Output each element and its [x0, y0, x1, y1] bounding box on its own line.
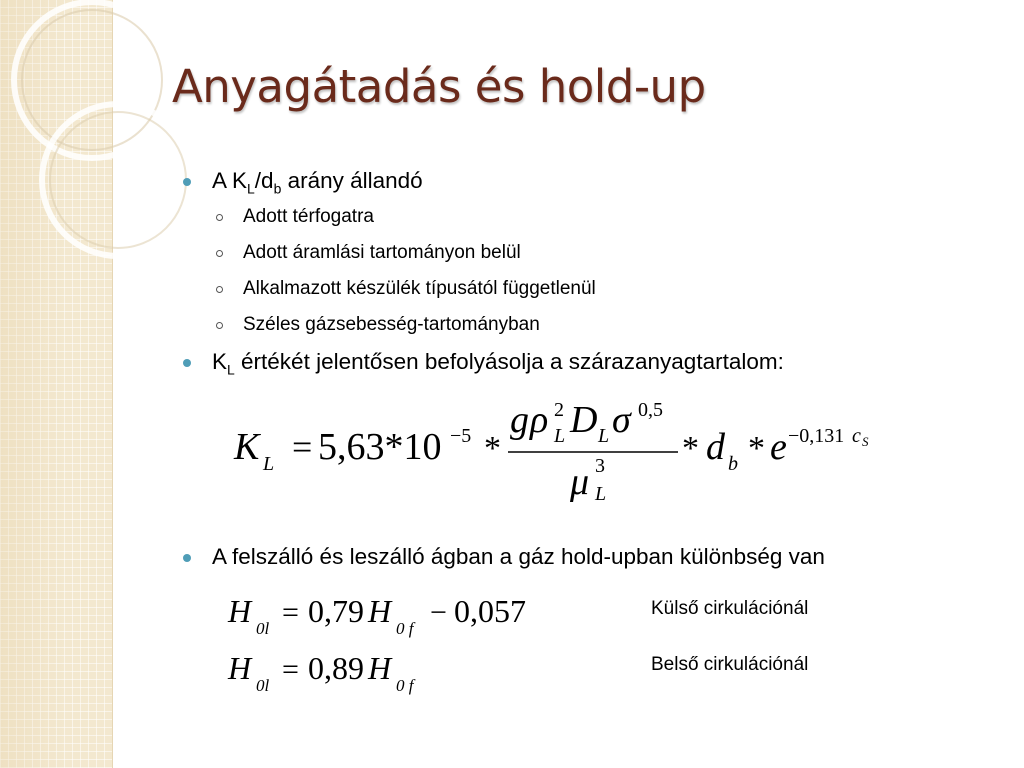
formula-coefficient: 0,79 [308, 593, 364, 629]
subscript-text: L [247, 180, 255, 197]
formula-symbol: e [770, 426, 787, 468]
formula-label-external: Külső cirkulációnál [651, 598, 809, 619]
formula-symbol: g [510, 399, 529, 441]
bullet-kl-ratio [212, 168, 423, 197]
bullet-ring-icon [216, 286, 223, 293]
formula-operator: * [748, 430, 765, 467]
formula-operator: = [292, 427, 313, 467]
formula-operator: − [430, 596, 447, 629]
formula-symbol: H [368, 650, 392, 686]
formula-superscript: 2 [554, 399, 564, 421]
formula-symbol: K [234, 426, 260, 468]
formula-operator: = [282, 596, 299, 629]
subscript-text: b [273, 180, 282, 197]
formula-coefficient: 0,89 [308, 650, 364, 686]
formula-subscript: 0 f [396, 619, 414, 638]
bullet-text-part: arány állandó [281, 168, 423, 193]
formula-exponent: −0,131 [788, 425, 845, 447]
sub-item-4 [243, 314, 540, 336]
decorative-circles [0, 0, 250, 260]
formula-operator: = [282, 653, 299, 686]
formula-symbol: μ [570, 461, 590, 503]
holdup-formula-external [224, 588, 544, 642]
slide-title: Anyagátadás és hold-up [172, 60, 706, 113]
sub-item-label: Adott áramlási tartományon belül [243, 242, 521, 263]
formula-operator: * [484, 430, 501, 467]
formula-symbol: D [570, 399, 598, 441]
formula-symbol: H [228, 650, 252, 686]
formula-subscript: L [595, 483, 607, 505]
bullet-ring-icon [216, 214, 223, 221]
formula-label-internal: Belső cirkulációnál [651, 654, 809, 675]
sub-item-1 [243, 206, 374, 228]
formula-symbol: H [368, 593, 392, 629]
formula-subscript: 0l [256, 619, 270, 638]
formula-subscript: L [554, 425, 566, 447]
formula-symbol: H [228, 593, 252, 629]
formula-subscript: 0 f [396, 676, 414, 695]
formula-subscript: L [263, 453, 275, 475]
sub-item-label: Adott térfogatra [243, 206, 374, 227]
formula-subscript: S [862, 434, 869, 449]
bullet-text-part: A K [212, 168, 248, 193]
bullet-text-part: K [212, 349, 228, 374]
kl-formula [226, 392, 886, 512]
subscript-text: L [227, 361, 235, 378]
formula-subscript: b [728, 453, 738, 475]
bullet-dot-icon [183, 178, 191, 186]
formula-exponent: 0,5 [638, 399, 663, 421]
formula-symbol: d [706, 426, 725, 468]
bullet-ring-icon [216, 322, 223, 329]
holdup-formula-internal [224, 645, 444, 699]
formula-superscript: 3 [595, 455, 605, 477]
bullet-text-part: értékét jelentősen befolyásolja a szárazanyagtartalom: [234, 349, 784, 374]
bullet-dot-icon [183, 554, 191, 562]
formula-operator: * [682, 430, 699, 467]
formula-subscript: 0l [256, 676, 270, 695]
bullet-holdup [212, 544, 825, 570]
formula-coefficient: 5,63*10 [318, 426, 442, 468]
bullet-ring-icon [216, 250, 223, 257]
sub-item-label: Széles gázsebesség-tartományban [243, 314, 540, 335]
bullet-dot-icon [183, 359, 191, 367]
bullet-text-part: A felszálló és leszálló ágban a gáz hold-upban különbség van [212, 544, 825, 569]
formula-exponent: −5 [450, 425, 472, 447]
sub-item-label: Alkalmazott készülék típusától függetlenül [243, 278, 596, 299]
formula-symbol: σ [612, 399, 631, 441]
sub-item-3 [243, 278, 596, 300]
formula-symbol: ρ [530, 399, 549, 441]
bullet-text-part: /d [254, 168, 274, 193]
formula-subscript: L [598, 425, 610, 447]
sub-item-2 [243, 242, 521, 264]
formula-exponent: c [852, 425, 861, 447]
bullet-kl-dependency [212, 349, 784, 378]
formula-constant: 0,057 [454, 593, 526, 629]
